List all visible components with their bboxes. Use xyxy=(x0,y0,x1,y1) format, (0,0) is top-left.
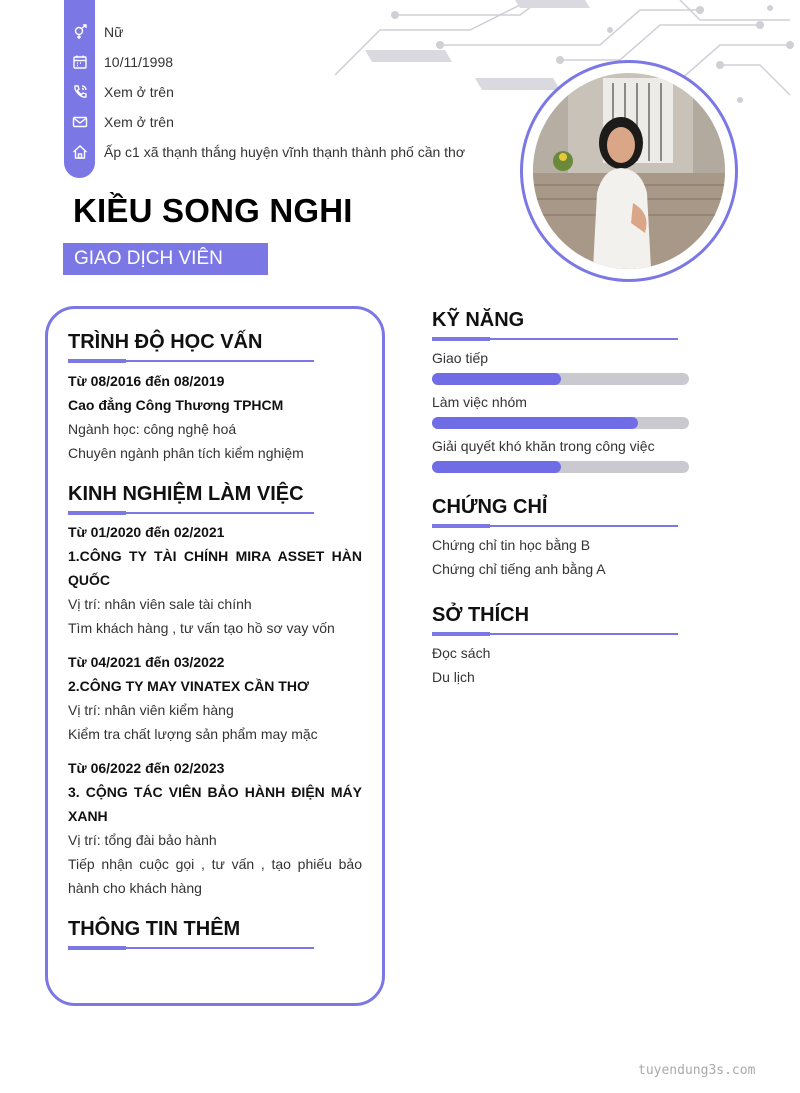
skill-label: Làm việc nhóm xyxy=(432,394,527,410)
additional-info-heading: THÔNG TIN THÊM xyxy=(68,918,241,940)
skills-section xyxy=(432,309,678,340)
gender-icon xyxy=(64,20,95,44)
phone-text: Xem ở trên xyxy=(104,84,174,100)
hobbies-list xyxy=(432,641,732,689)
skill-bar-track xyxy=(432,417,689,429)
contact-phone xyxy=(64,80,174,104)
avatar xyxy=(533,73,725,269)
hobby-item: Du lịch xyxy=(432,669,475,685)
experience-heading: KINH NGHIỆM LÀM VIỆC xyxy=(68,483,304,505)
education-heading: TRÌNH ĐỘ HỌC VẤN xyxy=(68,331,263,353)
certificates-divider xyxy=(432,525,678,527)
job-company: 1.CÔNG TY TÀI CHÍNH MIRA ASSET HÀN xyxy=(68,548,362,564)
job-role: Vị trí: tổng đài bảo hành xyxy=(68,832,217,848)
skill-label: Giải quyết khó khăn trong công việc xyxy=(432,438,655,454)
job-description: Tìm khách hàng , tư vấn tạo hồ sơ vay vốn xyxy=(68,620,335,636)
address-text: Ấp c1 xã thạnh thắng huyện vĩnh thạnh thành phố cần thơ xyxy=(104,144,466,160)
job-role: Vị trí: nhân viên kiểm hàng xyxy=(68,702,234,718)
additional-info-section xyxy=(68,918,314,949)
skills-heading: KỸ NĂNG xyxy=(432,309,525,331)
contact-email xyxy=(64,110,174,134)
job-description-cont: hành cho khách hàng xyxy=(68,880,202,896)
hobbies-divider xyxy=(432,633,678,635)
mail-icon xyxy=(64,110,95,134)
skill-bar-track xyxy=(432,373,689,385)
education-details xyxy=(68,369,362,465)
education-specialty: Chuyên ngành phân tích kiểm nghiệm xyxy=(68,445,304,461)
calendar-icon xyxy=(64,50,95,74)
skill-label: Giao tiếp xyxy=(432,350,489,366)
education-school: Cao đẳng Công Thương TPHCM xyxy=(68,397,284,413)
education-divider xyxy=(68,360,314,362)
phone-icon xyxy=(64,80,95,104)
skill-bar-track xyxy=(432,461,689,473)
experience-job-3 xyxy=(68,756,362,900)
certificate-item: Chứng chỉ tiếng anh bằng A xyxy=(432,561,606,577)
job-company-cont: XANH xyxy=(68,808,108,824)
job-company: 2.CÔNG TY MAY VINATEX CẦN THƠ xyxy=(68,678,309,694)
certificates-section xyxy=(432,496,678,527)
job-role: Vị trí: nhân viên sale tài chính xyxy=(68,596,252,612)
job-period: Từ 01/2020 đến 02/2021 xyxy=(68,524,225,540)
job-company-cont: QUỐC xyxy=(68,572,110,588)
job-period: Từ 04/2021 đến 03/2022 xyxy=(68,654,225,670)
gender-text: Nữ xyxy=(104,24,124,40)
watermark: tuyendung3s.com xyxy=(638,1063,756,1078)
education-section xyxy=(68,331,314,362)
skills-divider xyxy=(432,338,678,340)
hobby-item: Đọc sách xyxy=(432,645,491,661)
contact-address xyxy=(64,140,465,164)
certificates-list xyxy=(432,533,732,581)
education-period: Từ 08/2016 đến 08/2019 xyxy=(68,373,225,389)
skill-bar-fill xyxy=(432,417,638,429)
additional-info-divider xyxy=(68,947,314,949)
experience-job-2 xyxy=(68,650,362,746)
experience-divider xyxy=(68,512,314,514)
job-period: Từ 06/2022 đến 02/2023 xyxy=(68,760,225,776)
email-text: Xem ở trên xyxy=(104,114,174,130)
skill-bar-fill xyxy=(432,461,561,473)
job-title-badge: GIAO DỊCH VIÊN xyxy=(63,243,268,275)
skill-bar-fill xyxy=(432,373,561,385)
certificate-item: Chứng chỉ tin học bằng B xyxy=(432,537,591,553)
job-company: 3. CỘNG TÁC VIÊN BẢO HÀNH ĐIỆN MÁY xyxy=(68,784,362,800)
dob-text: 10/11/1998 xyxy=(104,54,174,70)
job-description: Tiếp nhận cuộc gọi , tư vấn , tạo phiếu bảo xyxy=(68,856,362,872)
hobbies-heading: SỞ THÍCH xyxy=(432,604,530,626)
certificates-heading: CHỨNG CHỈ xyxy=(432,496,548,518)
experience-section xyxy=(68,483,314,514)
candidate-name: KIỀU SONG NGHI xyxy=(73,192,353,229)
job-description: Kiểm tra chất lượng sản phẩm may mặc xyxy=(68,726,318,742)
contact-dob xyxy=(64,50,173,74)
home-icon xyxy=(64,140,95,164)
education-major: Ngành học: công nghệ hoá xyxy=(68,421,237,437)
experience-job-1 xyxy=(68,520,362,640)
hobbies-section xyxy=(432,604,678,635)
contact-gender xyxy=(64,20,123,44)
